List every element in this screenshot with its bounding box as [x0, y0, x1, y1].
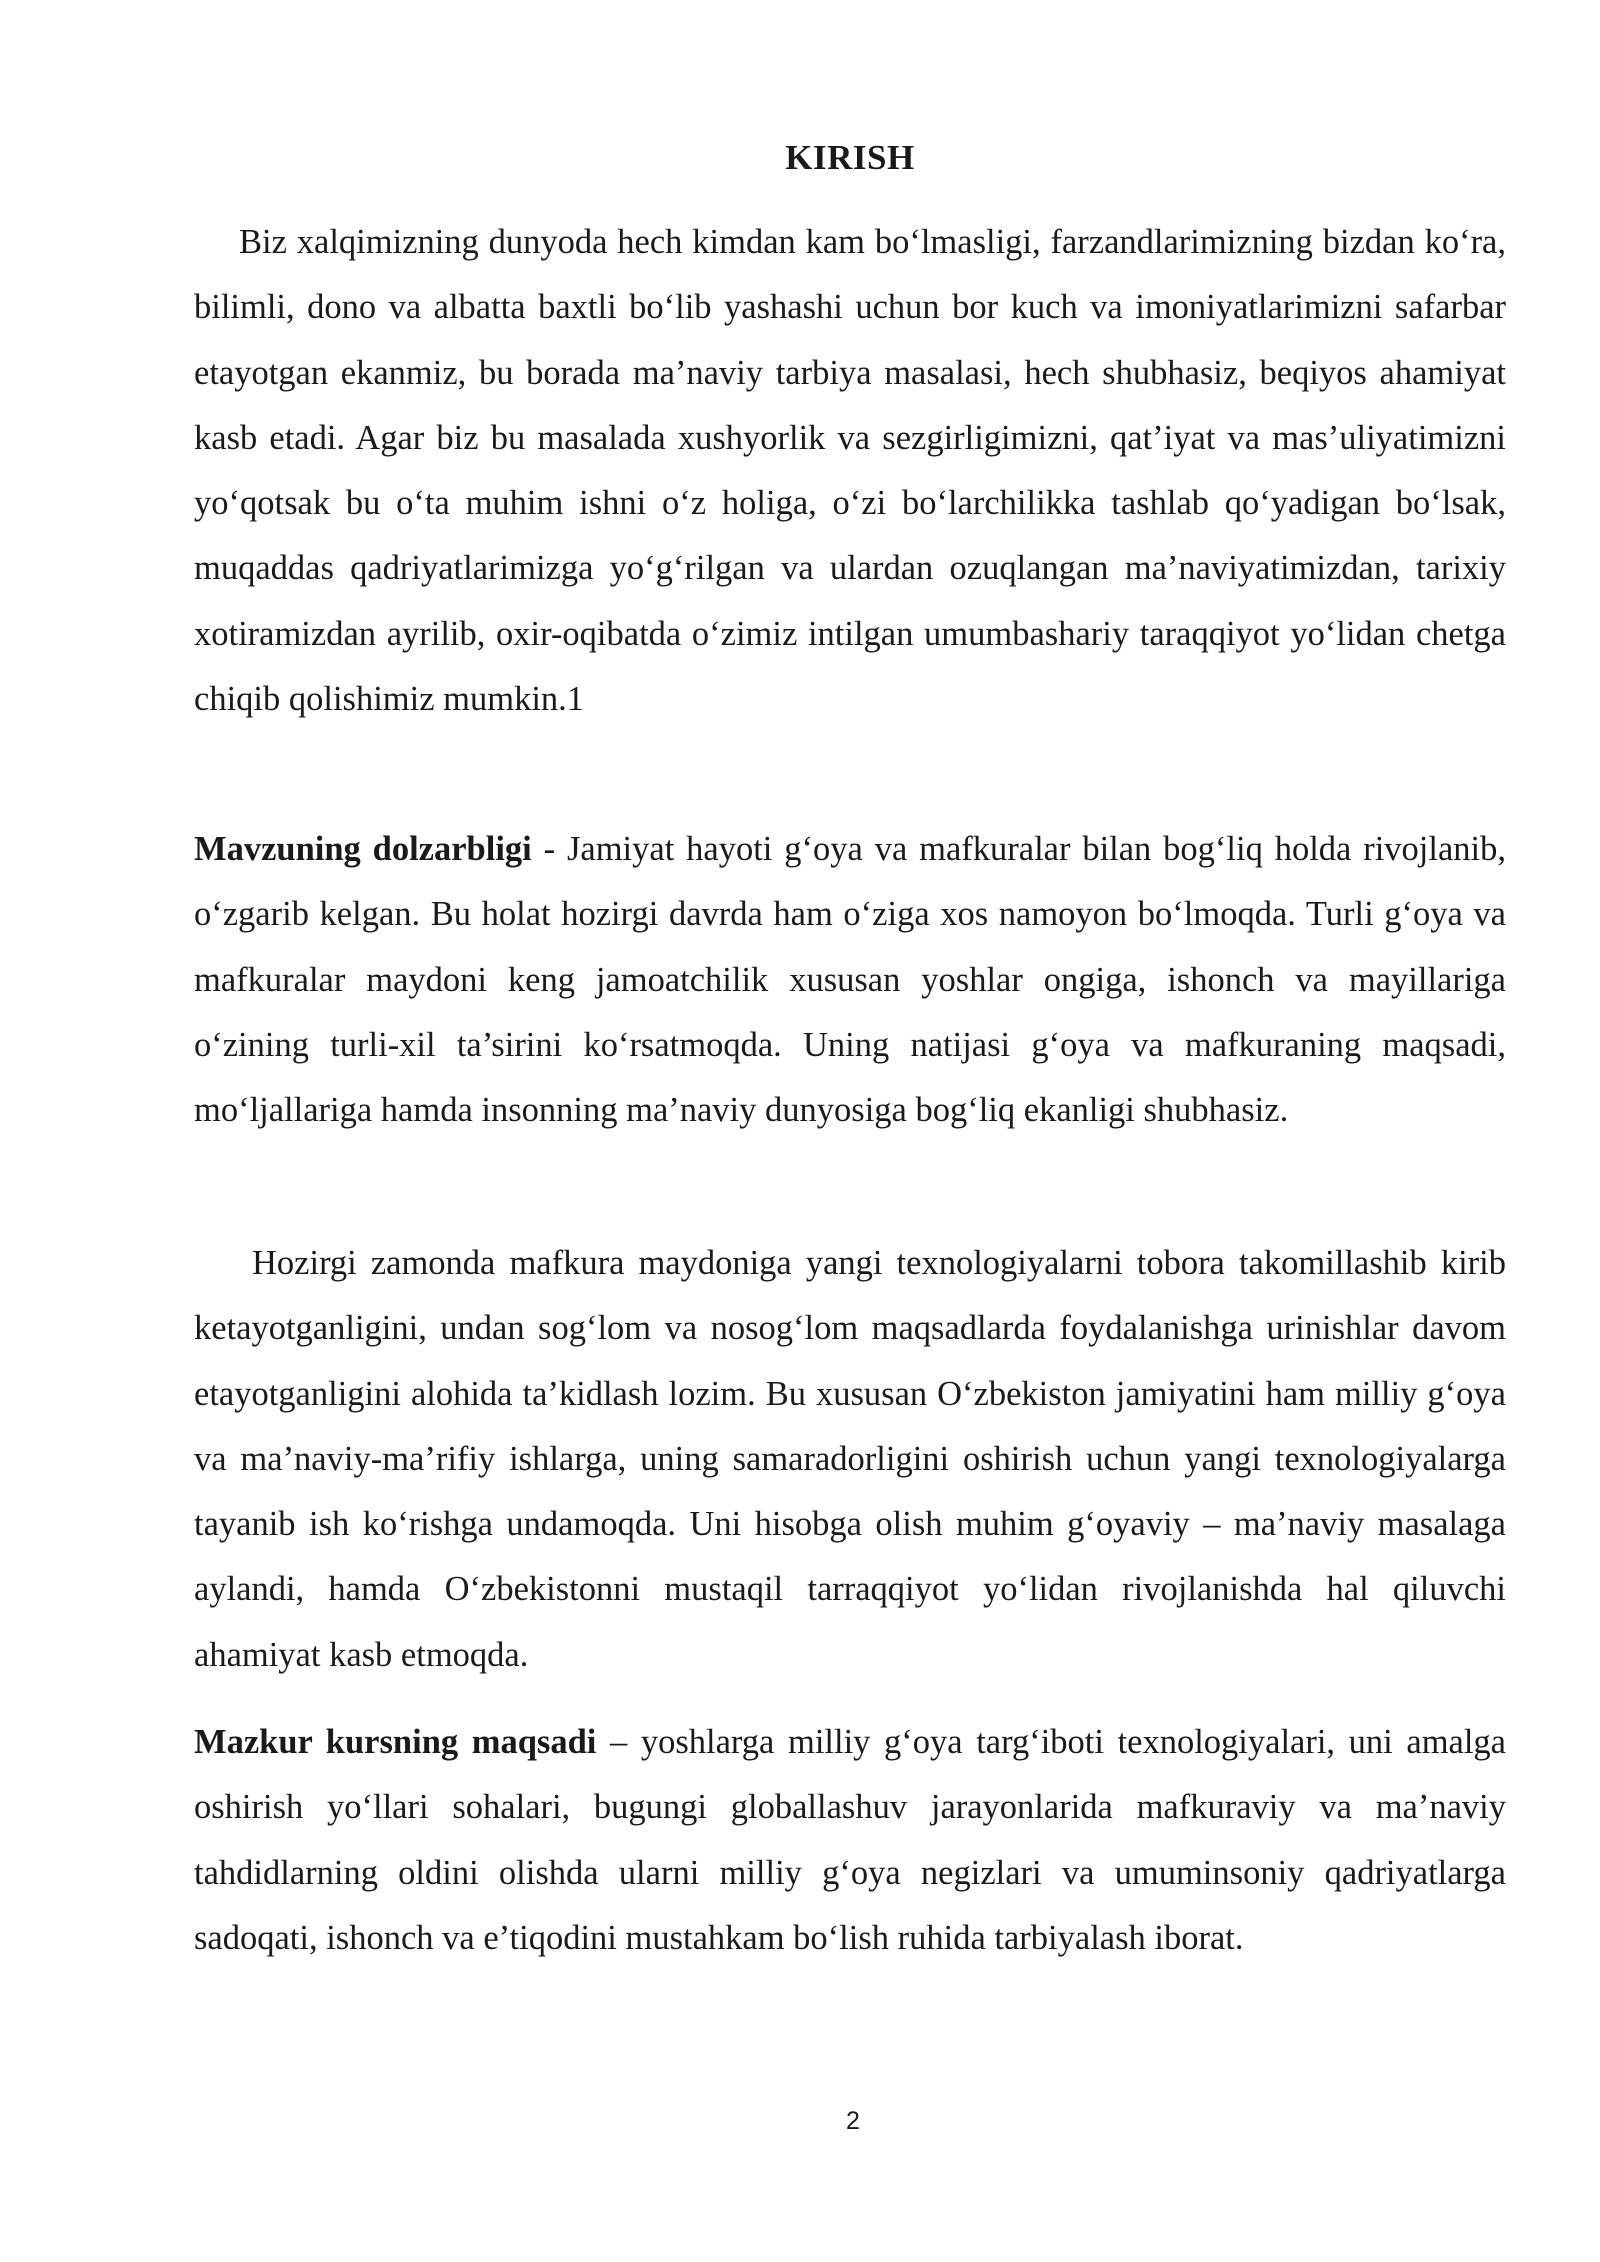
- paragraph-bold-lead: Mazkur kursning maqsadi: [194, 1723, 597, 1761]
- paragraph-topic-relevance: [194, 817, 1506, 1143]
- section-heading: KIRISH: [785, 138, 915, 177]
- paragraph-modern-technologies: [194, 1231, 1506, 1688]
- paragraph-text: Hozirgi zamonda mafkura maydoniga yangi texnologiyalarni tobora takomillashib kirib ketayotganligini, undan sog‘lom va nosog‘lom maqsadlarda foydalanishga urinishlar davom etayotganligini alohida ta’kidlash lozim. Bu xususan O‘zbekiston jamiyatini ham milliy g‘oya va ma’naviy-ma’rifiy ishlarga, uning samaradorligini oshirish uchun yangi texnologiyalarga tayanib ish ko‘rishga undamoqda. Uni hisobga olish muhim g‘oyaviy – ma’naviy masalaga aylandi, hamda O‘zbekistonni mustaqil tarraqqiyot yo‘lidan rivojlanishda hal qiluvchi ahamiyat kasb etmoqda.: [194, 1244, 1506, 1674]
- paragraph-text: – yoshlarga milliy g‘oya targ‘iboti texnologiyalari, uni amalga oshirish yo‘llari sohalari, bugungi globallashuv jarayonlarida mafkuraviy va ma’naviy tahdidlarning oldini olishda ularni milliy g‘oya negizlari va umuminsoniy qadriyatlarga sadoqati, ishonch va e’tiqodini mustahkam bo‘lish ruhida tarbiyalash iborat.: [194, 1723, 1506, 1957]
- paragraph-text: Biz xalqimizning dunyoda hech kimdan kam bo‘lmasligi, farzandlarimizning bizdan ko‘ra, bilimli, dono va albatta baxtli bo‘lib yashashi uchun bor kuch va imoniyatlarimizni safarbar etayotgan ekanmiz, bu borada ma’naviy tarbiya masalasi, hech shubhasiz, beqiyos ahamiyat kasb etadi. Agar biz bu masalada xushyorlik va sezgirligimizni, qat’iyat va mas’uliyatimizni yo‘qotsak bu o‘ta muhim ishni o‘z holiga, o‘zi bo‘larchilikka tashlab qo‘yadigan bo‘lsak, muqaddas qadriyatlarimizga yo‘g‘rilgan va ulardan ozuqlangan ma’naviyatimizdan, tarixiy xotiramizdan ayrilib, oxir-oqibatda o‘zimiz intilgan umumbashariy taraqqiyot yo‘lidan chetga chiqib qolishimiz mumkin.1: [194, 223, 1506, 719]
- page-number: 2: [846, 2107, 860, 2135]
- paragraph-bold-lead: Mavzuning dolzarbligi: [194, 830, 532, 868]
- paragraph-course-goal: [194, 1710, 1506, 1971]
- paragraph-introduction: [194, 210, 1506, 732]
- paragraph-text: - Jamiyat hayoti g‘oya va mafkuralar bilan bog‘liq holda rivojlanib, o‘zgarib kelgan. Bu holat hozirgi davrda ham o‘ziga xos namoyon bo‘lmoqda. Turli g‘oya va mafkuralar maydoni keng jamoatchilik xususan yoshlar ongiga, ishonch va mayillariga o‘zining turli-xil ta’sirini ko‘rsatmoqda. Uning natijasi g‘oya va mafkuraning maqsadi, mo‘ljallariga hamda insonning ma’naviy dunyosiga bog‘liq ekanligi shubhasiz.: [194, 830, 1506, 1130]
